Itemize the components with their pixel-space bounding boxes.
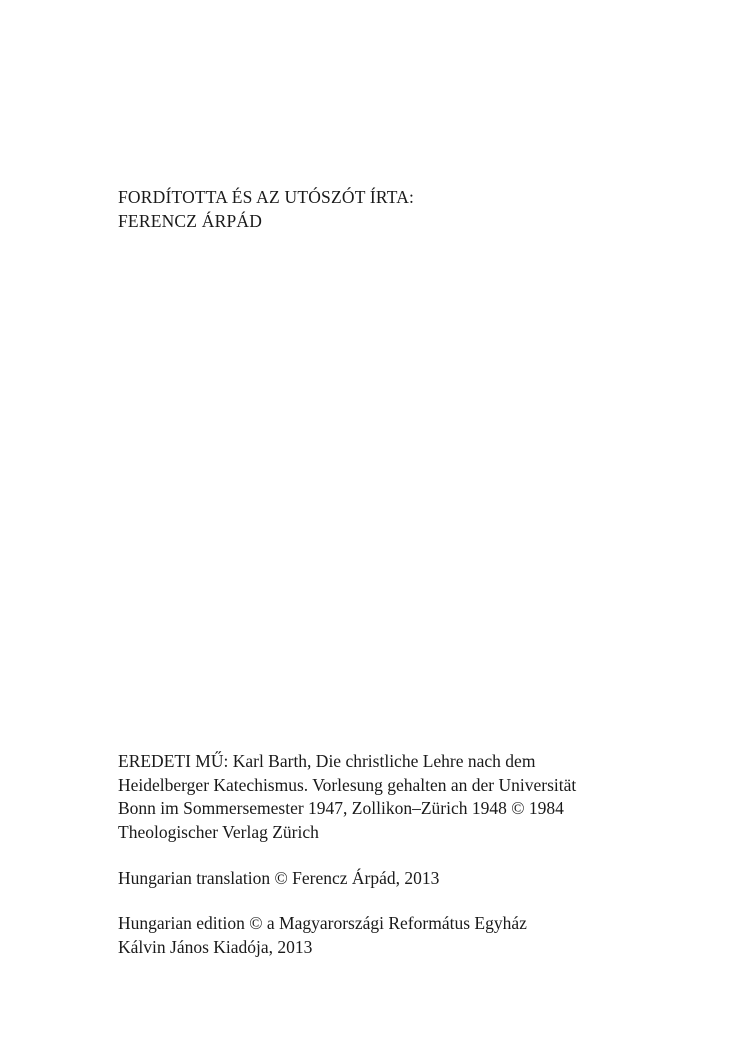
edition-copyright-line-2: Kálvin János Kiadója, 2013 — [118, 936, 313, 957]
original-work-line-4: Theologischer Verlag Zürich — [118, 821, 319, 842]
translation-copyright-notice — [118, 867, 638, 891]
original-work-notice — [118, 750, 638, 844]
translation-copyright-line: Hungarian translation © Ferencz Árpád, 2013 — [118, 868, 440, 888]
original-work-line-2: Heidelberger Katechismus. Vorlesung gehalten an der Universität — [118, 774, 577, 795]
edition-copyright-notice — [118, 912, 638, 959]
original-work-line-3: Bonn im Sommersemester 1947, Zollikon–Zürich 1948 © 1984 — [118, 798, 564, 818]
translator-credits — [118, 186, 638, 233]
original-work-line-1: EREDETI MŰ: Karl Barth, Die christliche Lehre nach dem — [118, 751, 536, 771]
translator-credit-heading: FORDÍTOTTA ÉS AZ UTÓSZÓT ÍRTA: — [118, 187, 415, 207]
edition-copyright-line-1: Hungarian edition © a Magyarországi Református Egyház — [118, 913, 527, 933]
translator-name: FERENCZ ÁRPÁD — [118, 210, 263, 231]
